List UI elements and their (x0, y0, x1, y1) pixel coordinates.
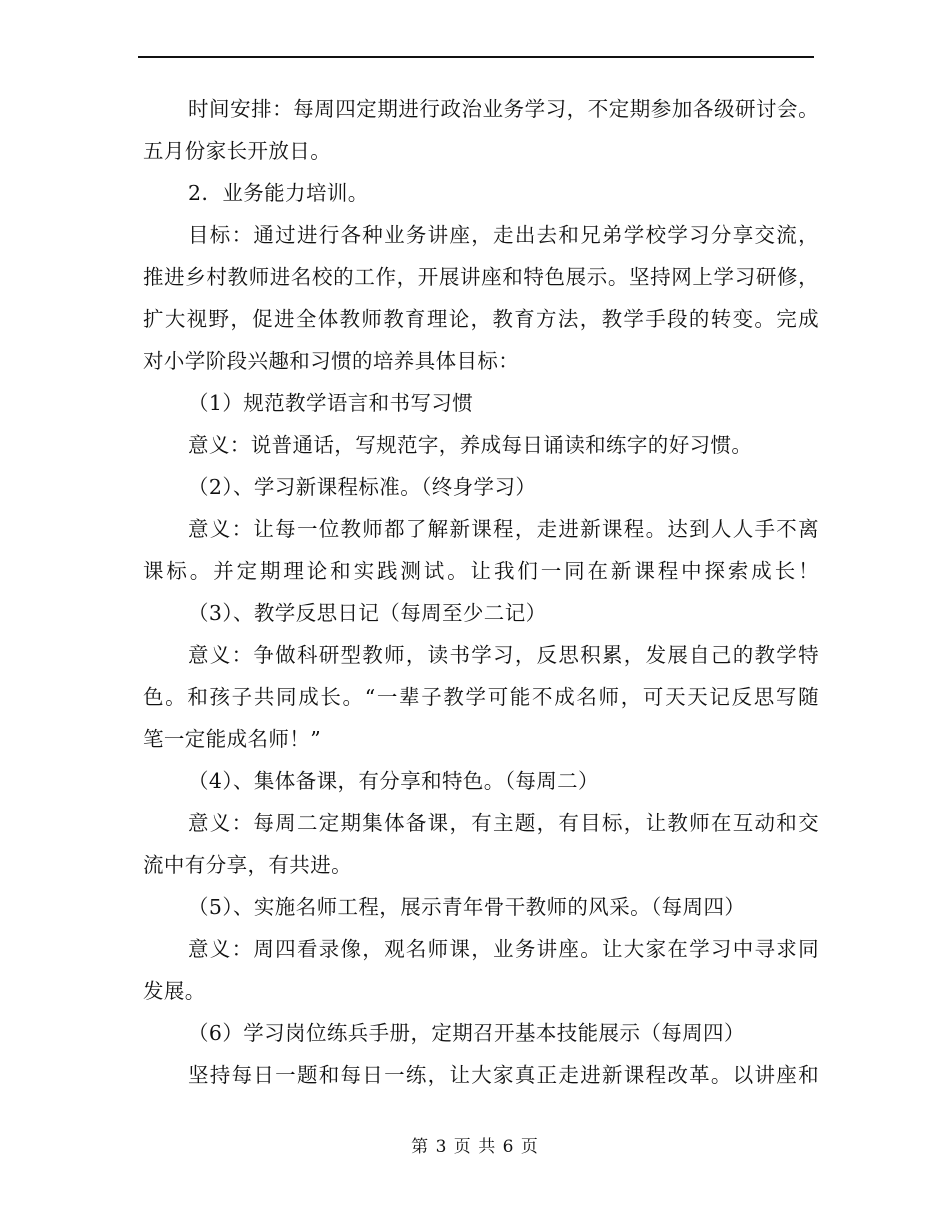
text-line: （2）、学习新课程标准。（终身学习） (188, 475, 537, 499)
text-line: 推进乡村教师进名校的工作，开展讲座和特色展示。坚持网上学习研修， (143, 265, 819, 289)
text-line: （4）、集体备课，有分享和特色。（每周二） (188, 769, 599, 793)
text-line: 2．业务能力培训。 (188, 181, 369, 205)
text-line: 坚持每日一题和每日一练，让大家真正走进新课程改革。以讲座和 (188, 1063, 819, 1087)
text-line: 笔一定能成名师！” (143, 727, 322, 751)
text-line: （5）、实施名师工程，展示青年骨干教师的风采。（每周四） (188, 895, 746, 919)
text-line: （1）规范教学语言和书写习惯 (188, 391, 474, 415)
text-line: 意义：让每一位教师都了解新课程，走进新课程。达到人人手不离 (188, 517, 819, 541)
text-line: 五月份家长开放日。 (143, 139, 332, 163)
text-line: 意义：周四看录像，观名师课，业务讲座。让大家在学习中寻求同 (188, 937, 819, 961)
text-line: 流中有分享，有共进。 (143, 853, 352, 877)
text-line: 意义：每周二定期集体备课，有主题，有目标，让教师在互动和交 (188, 811, 819, 835)
text-line: 意义：争做科研型教师，读书学习，反思积累，发展自己的教学特 (188, 643, 819, 667)
text-line: 课标。并定期理论和实践测试。让我们一同在新课程中探索成长！ (143, 559, 819, 583)
text-line: 目标：通过进行各种业务讲座，走出去和兄弟学校学习分享交流， (188, 223, 819, 247)
page-footer: 第 3 页 共 6 页 (411, 1137, 539, 1157)
text-line: 意义：说普通话，写规范字，养成每日诵读和练字的好习惯。 (188, 433, 753, 457)
text-line: （6）学习岗位练兵手册，定期召开基本技能展示（每周四） (188, 1021, 745, 1045)
text-line: 时间安排：每周四定期进行政治业务学习，不定期参加各级研讨会。 (188, 97, 819, 121)
text-line: 扩大视野，促进全体教师教育理论，教育方法，教学手段的转变。完成 (143, 307, 819, 331)
text-line: 色。和孩子共同成长。“一辈子教学可能不成名师，可天天记反思写随 (143, 685, 819, 709)
header-rule (138, 56, 814, 58)
text-line: 发展。 (143, 979, 206, 1003)
document-body (143, 88, 819, 1096)
text-line: 对小学阶段兴趣和习惯的培养具体目标： (143, 349, 520, 373)
text-line: （3）、教学反思日记（每周至少二记） (188, 601, 547, 625)
